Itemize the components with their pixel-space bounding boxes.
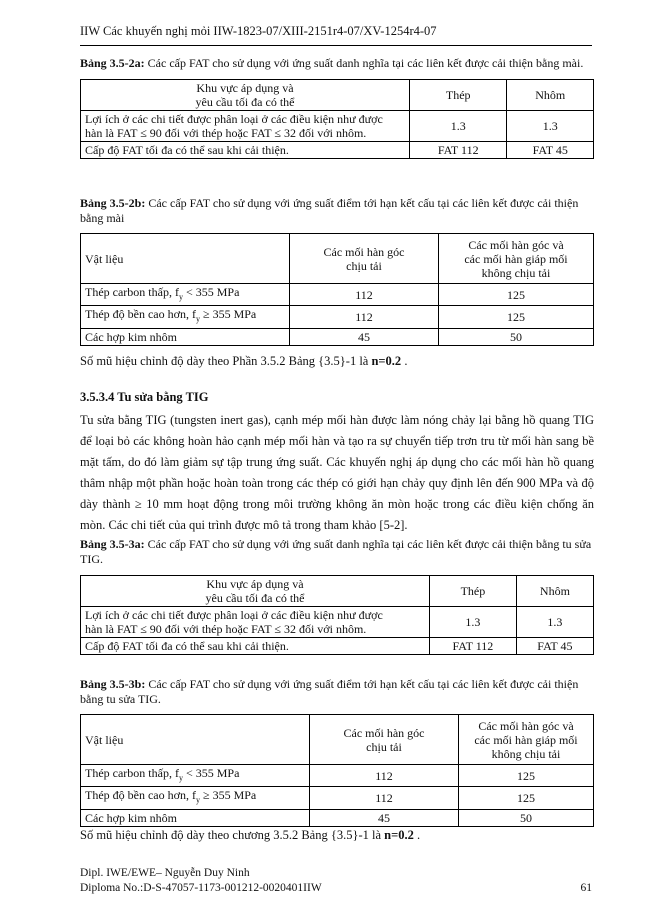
table-row: Các hợp kim nhôm 45 50 (81, 328, 594, 345)
table-row: Cấp độ FAT tối đa có thể sau khi cải thiện. FAT 112 FAT 45 (81, 638, 594, 655)
table-row: Lợi ích ở các chi tiết được phân loại ở các điều kiện như được hàn là FAT ≤ 90 đối với thép hoặc FAT ≤ 32 đối với nhôm. 1.3 1.3 (81, 607, 594, 638)
footer-author: Dipl. IWE/EWE– Nguyễn Duy Ninh (80, 867, 250, 879)
table-header-row: Khu vực áp dụng và yêu cầu tối đa có thể Thép Nhôm (81, 576, 594, 607)
table-header-row: Vật liệu Các mối hàn góc chịu tải Các mối hàn góc và các mối hàn giáp mối không chịu tải (81, 715, 594, 765)
table-row: Thép carbon thấp, $f_y < 355$ MPa 112 125 (81, 765, 594, 787)
table-3-5-2b (80, 233, 594, 346)
section-paragraph: Tu sửa bằng TIG (tungsten inert gas), cạnh mép mối hàn được làm nóng chảy lại bằng hồ quang TIG để loại bỏ các không hoàn hảo cạnh mép mối hàn và tạo ra sự chuyển tiếp trơn tru từ mối hàn sang bề mặt tấm, do đó làm giảm sự tập trung ứng suất. Các khuyến nghị áp dụng cho các mối hàn hồ quang thâm nhập một phần hoặc hoàn toàn trong các thép có giới hạn chảy quy định lên đến 900 MPa và độ dày thành ≥ 10 mm hoạt động trong môi trường không ăn mòn hoặc trong các điều kiện chống ăn mòn. Các chi tiết của qui trình được mô tả trong tham khảo [5-2]. (80, 413, 594, 532)
table-row: Các hợp kim nhôm 45 50 (81, 809, 594, 826)
table-caption: Bảng 3.5-2a: Các cấp FAT cho sử dụng với ứng suất danh nghĩa tại các liên kết được cải thiện bằng mài. (80, 56, 584, 70)
table-header-row: Vật liệu Các mối hàn góc chịu tải Các mối hàn góc và các mối hàn giáp mối không chịu tải (81, 234, 594, 284)
table-3-5-2b-block (80, 196, 594, 346)
table-header-row: Khu vực áp dụng và yêu cầu tối đa có thể Thép Nhôm (81, 80, 594, 111)
table-caption: Bảng 3.5-3b: Các cấp FAT cho sử dụng với ứng suất điểm tới hạn kết cấu tại các liên kết được cải thiện bằng tu sửa TIG. (80, 677, 579, 706)
table-row: Cấp độ FAT tối đa có thể sau khi cải thiện. FAT 112 FAT 45 (81, 142, 594, 159)
footer (80, 866, 592, 896)
page-number: 61 (580, 882, 592, 894)
table-caption: Bảng 3.5-2b: Các cấp FAT cho sử dụng với ứng suất điểm tới hạn kết cấu tại các liên kết được cải thiện bằng mài (80, 196, 579, 225)
table-3-5-2a-block (80, 56, 594, 159)
table-row: Lợi ích ở các chi tiết được phân loại ở các điều kiện như được hàn là FAT ≤ 90 đối với thép hoặc FAT ≤ 32 đối với nhôm. 1.3 1.3 (81, 111, 594, 142)
table-row: Thép độ bền cao hơn, $f_y \ge 355$ MPa 112 125 (81, 306, 594, 328)
table-3-5-3b (80, 714, 594, 827)
section-title: 3.5.3.4 Tu sửa bằng TIG (80, 390, 209, 404)
table-3-5-2a (80, 79, 594, 159)
table-3-5-3b-block (80, 677, 594, 827)
table-row: Thép độ bền cao hơn, $f_y \ge 355$ MPa 112 125 (81, 787, 594, 809)
table-row: Thép carbon thấp, $f_y < 355$ MPa 112 125 (81, 284, 594, 306)
table-3-5-3a (80, 575, 594, 655)
note-thickness-1: Số mũ hiệu chỉnh độ dày theo Phần 3.5.2 Bảng {3.5}-1 là n=0.2 . (80, 354, 408, 368)
table-3-5-3a-block (80, 537, 594, 655)
footer-diploma: Diploma No.:D-S-47057-1173-001212-0020401IIW (80, 882, 322, 894)
page-header: IIW Các khuyến nghị mỏi IIW-1823-07/XIII-2151r4-07/XV-1254r4-07 (80, 24, 592, 46)
table-caption: Bảng 3.5-3a: Các cấp FAT cho sử dụng với ứng suất danh nghĩa tại các liên kết được cải thiện bằng tu sửa TIG. (80, 537, 592, 566)
note-thickness-2: Số mũ hiệu chỉnh độ dày theo chương 3.5.2 Bảng {3.5}-1 là n=0.2 . (80, 828, 421, 842)
